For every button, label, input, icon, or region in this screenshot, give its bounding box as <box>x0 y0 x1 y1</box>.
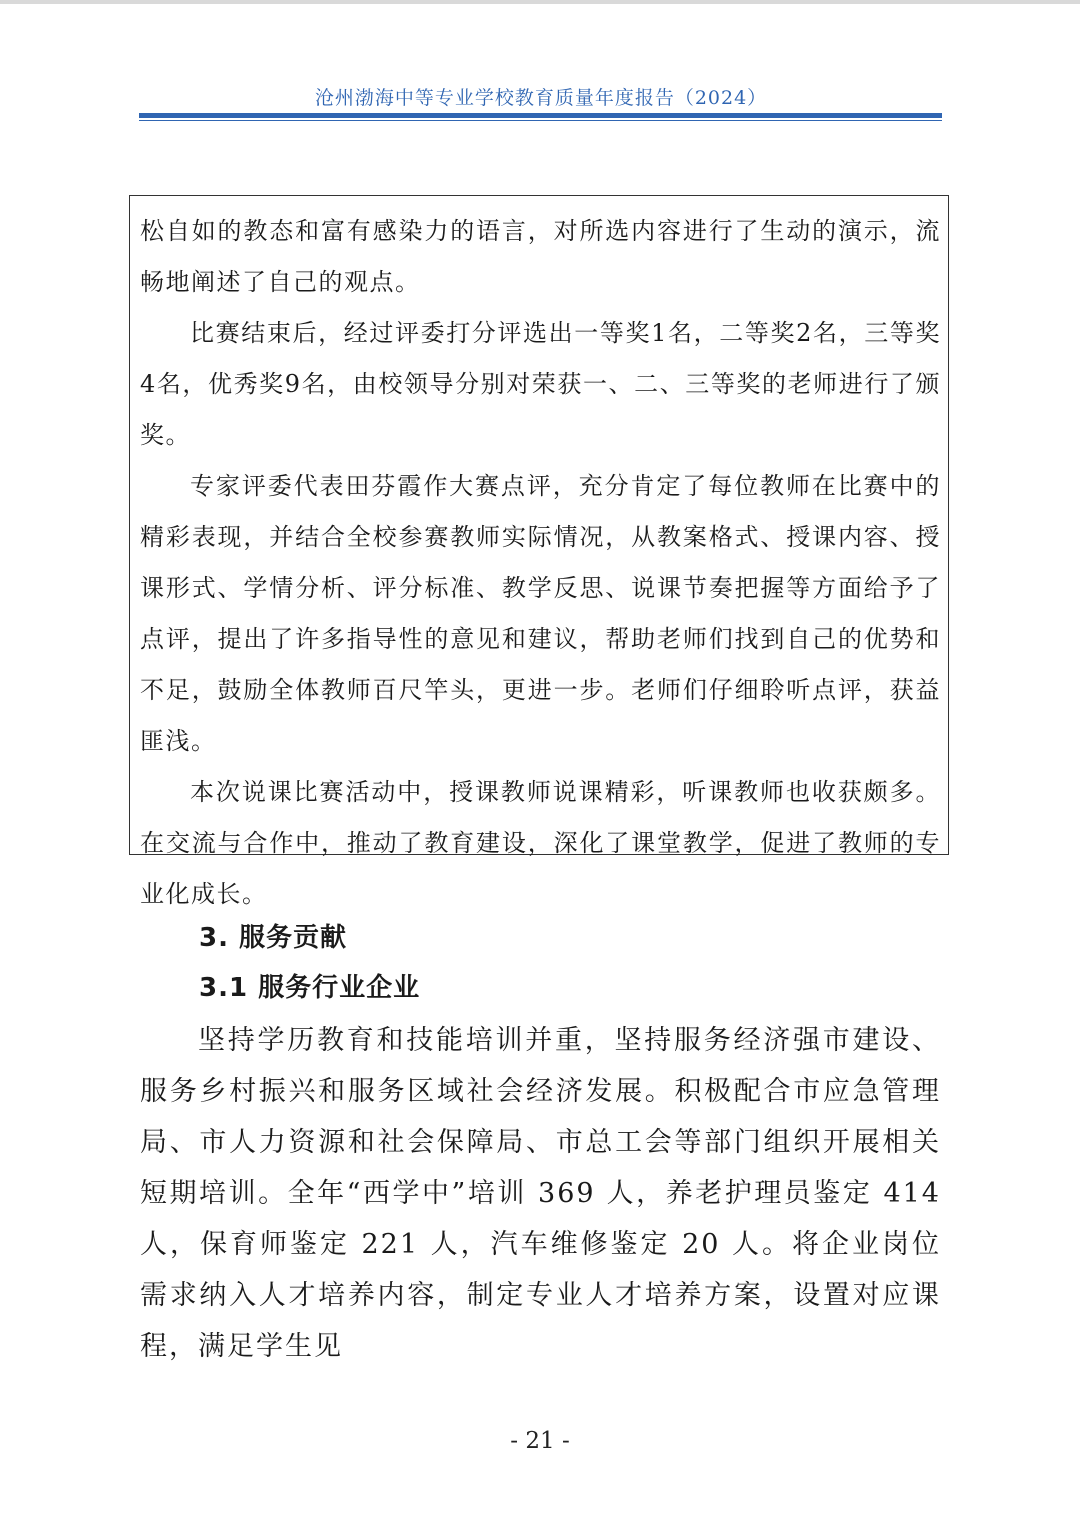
box-paragraph-continuation: 松自如的教态和富有感染力的语言，对所选内容进行了生动的演示，流畅地阐述了自己的观点。 <box>140 217 941 296</box>
boxed-text-frame <box>129 195 949 908</box>
subsection-heading: 3.1 服务行业企业 <box>199 973 421 1003</box>
top-edge-strip <box>0 0 1080 4</box>
box-paragraph-awards: 比赛结束后，经过评委打分评选出一等奖1名，二等奖2名，三等奖4名，优秀奖9名，由校领导分别对荣获一、二、三等奖的老师进行了颁奖。 <box>140 319 941 449</box>
header-rule-thick <box>139 113 942 118</box>
header-rule-thin <box>139 120 942 121</box>
box-paragraph-review: 专家评委代表田芬霞作大赛点评，充分肯定了每位教师在比赛中的精彩表现，并结合全校参赛教师实际情况，从教案格式、授课内容、授课形式、学情分析、评分标准、教学反思、说课节奏把握等方面给予了点评，提出了许多指导性的意见和建议，帮助老师们找到自己的优势和不足，鼓励全体教师百尺竿头，更进一步。老师们仔细聆听点评，获益匪浅。 <box>140 472 941 755</box>
box-paragraph-summary: 本次说课比赛活动中，授课教师说课精彩，听课教师也收获颇多。在交流与合作中，推动了教育建设，深化了课堂教学，促进了教师的专业化成长。 <box>140 778 941 908</box>
running-header-title: 沧州渤海中等专业学校教育质量年度报告（2024） <box>314 87 768 109</box>
section-heading: 3. 服务贡献 <box>199 923 348 953</box>
section-body-paragraph: 坚持学历教育和技能培训并重，坚持服务经济强市建设、服务乡村振兴和服务区域社会经济发展。积极配合市应急管理局、市人力资源和社会保障局、市总工会等部门组织开展相关短期培训。全年“西学中”培训 369 人，养老护理员鉴定 414 人，保育师鉴定 221 人，汽车维修鉴定 20 人。将企业岗位需求纳入人才培养内容，制定专业人才培养方案，设置对应课程，满足学生见 <box>140 1025 941 1362</box>
page-number: - 21 - <box>510 1428 570 1454</box>
boxed-text-content <box>140 206 941 920</box>
